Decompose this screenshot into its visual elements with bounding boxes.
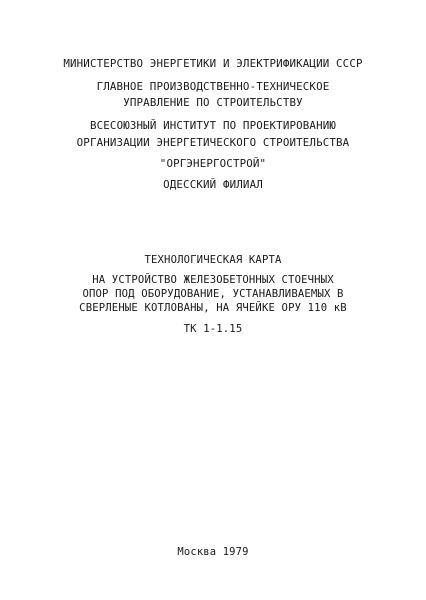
- ministry-name: МИНИСТЕРСТВО ЭНЕРГЕТИКИ И ЭЛЕКТРИФИКАЦИИ СССР: [63, 57, 363, 70]
- document-code: ТК 1-1.15: [183, 323, 243, 335]
- branch-name: ОДЕССКИЙ ФИЛИАЛ: [163, 178, 263, 191]
- institute-name-line-2: ОРГАНИЗАЦИИ ЭНЕРГЕТИЧЕСКОГО СТРОИТЕЛЬСТВА: [76, 136, 350, 149]
- document-title-line-1: НА УСТРОЙСТВО ЖЕЛЕЗОБЕТОННЫХ СТОЕЧНЫХ: [92, 274, 334, 286]
- document-type: ТЕХНОЛОГИЧЕСКАЯ КАРТА: [144, 254, 282, 266]
- directorate-name-line-1: ГЛАВНОЕ ПРОИЗВОДСТВЕННО-ТЕХНИЧЕСКОЕ: [96, 80, 330, 93]
- directorate-name-line-2: УПРАВЛЕНИЕ ПО СТРОИТЕЛЬСТВУ: [123, 96, 303, 109]
- place-and-year: Москва 1979: [177, 546, 249, 558]
- organization-name: "ОРГЭНЕРГОСТРОЙ": [159, 157, 267, 170]
- institute-name-line-1: ВСЕСОЮЗНЫЙ ИНСТИТУТ ПО ПРОЕКТИРОВАНИЮ: [89, 119, 337, 132]
- document-title-line-2: ОПОР ПОД ОБОРУДОВАНИЕ, УСТАНАВЛИВАЕМЫХ В: [82, 288, 344, 300]
- document-title-line-3: СВЕРЛЕНЫЕ КОТЛОВАНЫ, НА ЯЧЕЙКЕ ОРУ 110 кВ: [79, 302, 347, 314]
